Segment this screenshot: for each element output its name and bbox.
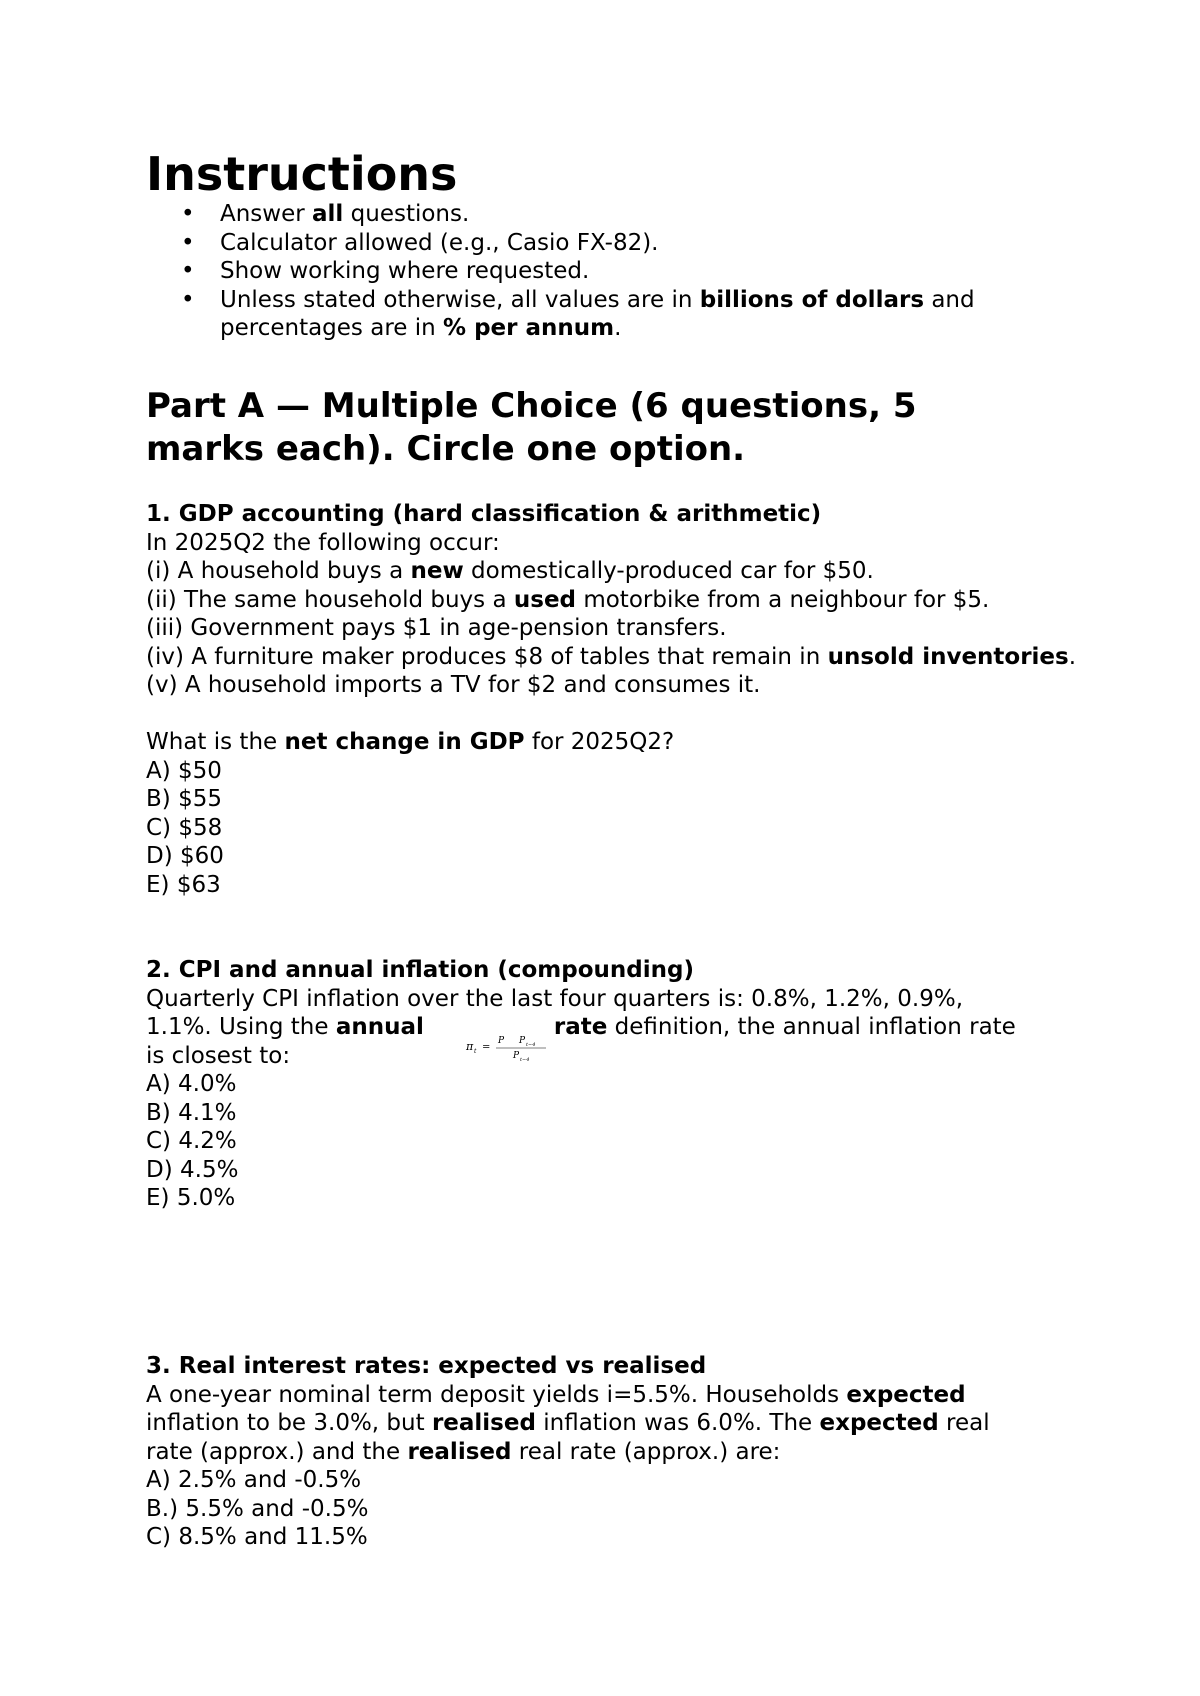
option-e[interactable]: E) $63: [146, 871, 221, 898]
option-a[interactable]: A) 4.0%: [146, 1071, 237, 1097]
instruction-item: • Show working where requested.: [146, 257, 1046, 286]
formula-pi: π: [466, 1040, 474, 1053]
question-3-line3: rate (approx.) and the realised real rate (approx.) are:: [146, 1438, 781, 1465]
option-b[interactable]: B) 4.1%: [146, 1099, 237, 1126]
instruction-item: • Answer all questions.: [146, 200, 1046, 229]
question-2-line1: Quarterly CPI inflation over the last four quarters is: 0.8%, 1.2%, 0.9%,: [146, 985, 964, 1012]
formula-pt4: P: [519, 1036, 526, 1046]
formula-eq: =: [482, 1042, 491, 1053]
formula-sub-t4: t−4: [526, 1042, 536, 1048]
question-2-line3: is closest to:: [146, 1042, 291, 1069]
option-b[interactable]: B) $55: [146, 786, 222, 812]
formula-den-p: P: [513, 1051, 520, 1061]
question-2-line2: 1.1%. Using the annual rate definition, the annual inflation rate: [146, 1014, 1016, 1040]
question-1-item-iv: (iv) A furniture maker produces $8 of tables that remain in unsold inventories.: [146, 643, 1077, 670]
question-1-item-i: (i) A household buys a new domestically-produced car for $50.: [146, 558, 874, 584]
question-1-item-iii: (iii) Government pays $1 in age-pension transfers.: [146, 615, 727, 641]
option-c[interactable]: C) $58: [146, 814, 223, 841]
instruction-item: • Calculator allowed (e.g., Casio FX-82).: [146, 229, 1046, 258]
inflation-formula: [464, 1032, 564, 1066]
option-e[interactable]: E) 5.0%: [146, 1185, 236, 1211]
question-3-line2: inflation to be 3.0%, but realised inflation was 6.0%. The expected real: [146, 1410, 990, 1436]
question-1-item-ii: (ii) The same household buys a used motorbike from a neighbour for $5.: [146, 586, 990, 613]
question-1-title: 1. GDP accounting (hard classification & arithmetic): [146, 501, 822, 527]
question-3: [146, 1352, 1086, 1552]
instructions-list: [146, 200, 1046, 343]
option-d[interactable]: D) 4.5%: [146, 1156, 239, 1183]
formula-pt: P: [498, 1036, 505, 1046]
formula-den-sub: t−4: [520, 1057, 530, 1063]
question-2: [146, 956, 1086, 1213]
instruction-item: • Unless stated otherwise, all values are in billions of dollars and percentages are in % per annum.: [146, 286, 1046, 343]
question-1-item-v: (v) A household imports a TV for $2 and consumes it.: [146, 672, 761, 698]
option-a[interactable]: A) 2.5% and -0.5%: [146, 1467, 362, 1493]
question-2-title: 2. CPI and annual inflation (compounding): [146, 957, 694, 983]
option-a[interactable]: A) $50: [146, 757, 222, 784]
question-1-prompt: What is the net change in GDP for 2025Q2?: [146, 729, 675, 755]
option-c[interactable]: C) 8.5% and 11.5%: [146, 1524, 368, 1550]
instructions-heading: Instructions: [146, 147, 458, 201]
option-b[interactable]: B.) 5.5% and -0.5%: [146, 1495, 369, 1522]
option-d[interactable]: D) $60: [146, 843, 224, 869]
question-1-intro: In 2025Q2 the following occur:: [146, 529, 500, 556]
formula-sub-t: t: [474, 1048, 477, 1055]
part-a-heading: Part A — Multiple Choice (6 questions, 5 marks each). Circle one option.: [146, 386, 917, 469]
option-c[interactable]: C) 4.2%: [146, 1128, 237, 1154]
question-1: [146, 500, 1086, 899]
question-3-line1: A one-year nominal term deposit yields i=5.5%. Households expected: [146, 1381, 966, 1408]
question-3-title: 3. Real interest rates: expected vs realised: [146, 1353, 707, 1379]
